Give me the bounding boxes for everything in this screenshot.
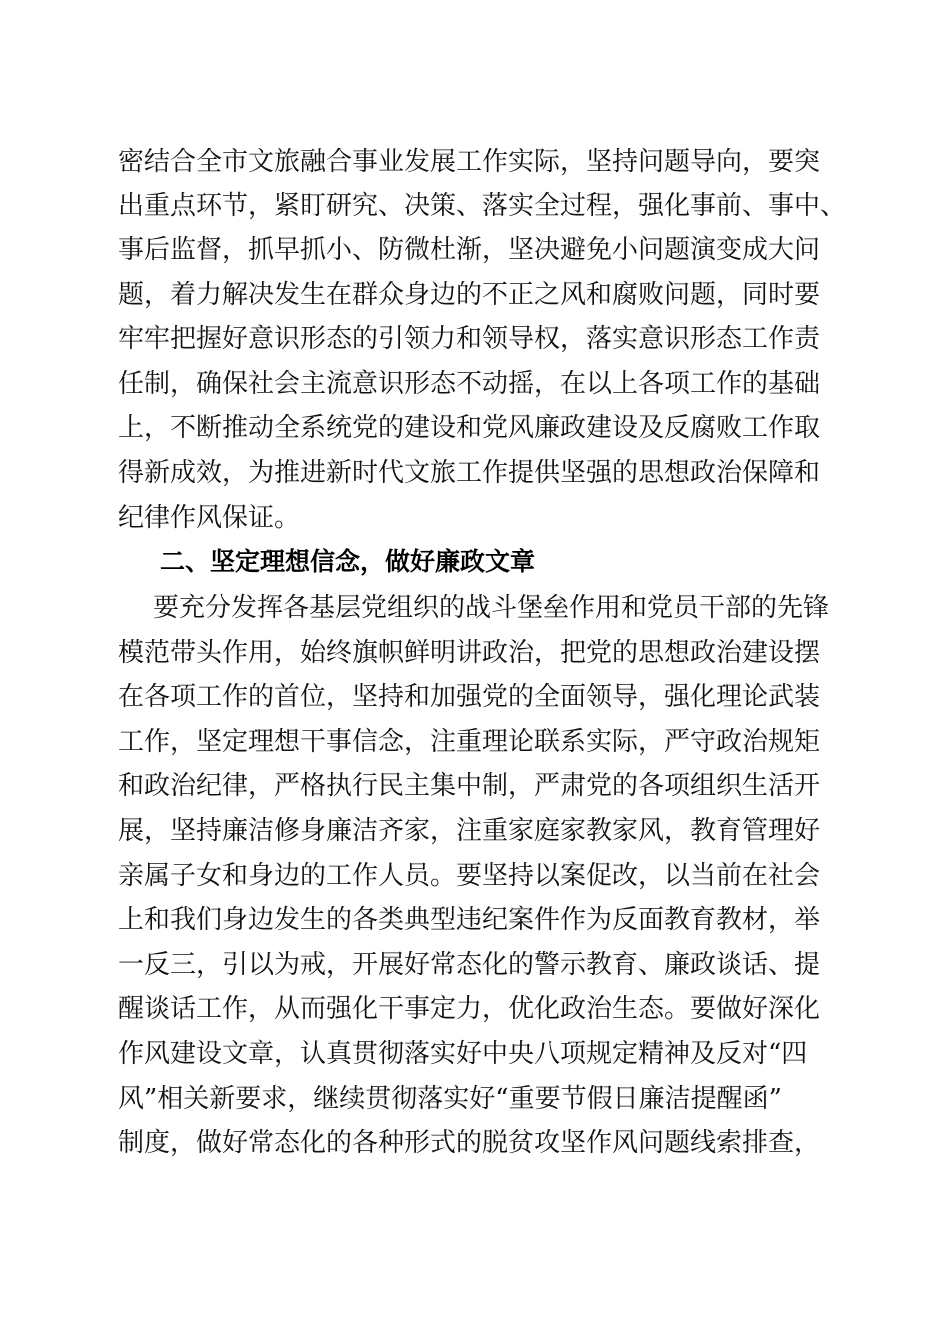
text-line: 和政治纪律，严格执行民主集中制，严肃党的各项组织生活开 <box>118 771 821 801</box>
text-line: 风”相关新要求，继续贯彻落实好“重要节假日廉洁提醒函” <box>118 1084 782 1114</box>
text-line: 要充分发挥各基层党组织的战斗堡垒作用和党员干部的先锋 <box>153 593 830 623</box>
text-line: 在各项工作的首位，坚持和加强党的全面领导，强化理论武装 <box>118 682 821 712</box>
text-line: 出重点环节，紧盯研究、决策、落实全过程，强化事前、事中、 <box>118 191 847 221</box>
text-line: 醒谈话工作，从而强化干事定力，优化政治生态。要做好深化 <box>118 994 821 1024</box>
text-line: 展，坚持廉洁修身廉洁齐家，注重家庭家教家风，教育管理好 <box>118 816 821 846</box>
text-line: 上，不断推动全系统党的建设和党风廉政建设及反腐败工作取 <box>118 413 821 443</box>
text-line: 上和我们身边发生的各类典型违纪案件作为反面教育教材，举 <box>118 905 821 935</box>
text-line: 任制，确保社会主流意识形态不动摇，在以上各项工作的基础 <box>118 369 821 399</box>
text-line: 模范带头作用，始终旗帜鲜明讲政治，把党的思想政治建设摆 <box>118 638 821 668</box>
text-line: 题，着力解决发生在群众身边的不正之风和腐败问题，同时要 <box>118 280 821 310</box>
text-line: 亲属子女和身边的工作人员。要坚持以案促改，以当前在社会 <box>118 861 821 891</box>
text-line: 一反三，引以为戒，开展好常态化的警示教育、廉政谈话、提 <box>118 950 821 980</box>
text-line: 作风建设文章，认真贯彻落实好中央八项规定精神及反对“四 <box>118 1039 808 1069</box>
text-line: 密结合全市文旅融合事业发展工作实际，坚持问题导向，要突 <box>118 147 821 177</box>
text-line: 制度，做好常态化的各种形式的脱贫攻坚作风问题线索排查， <box>118 1128 821 1158</box>
text-line: 牢牢把握好意识形态的引领力和领导权，落实意识形态工作责 <box>118 324 821 354</box>
text-line: 工作，坚定理想干事信念，注重理论联系实际，严守政治规矩 <box>118 727 821 757</box>
text-line: 事后监督，抓早抓小、防微杜渐，坚决避免小问题演变成大问 <box>118 235 821 265</box>
text-line: 纪律作风保证。 <box>118 503 301 533</box>
text-line: 得新成效，为推进新时代文旅工作提供坚强的思想政治保障和 <box>118 458 821 488</box>
section-heading: 二、坚定理想信念，做好廉政文章 <box>160 547 536 576</box>
